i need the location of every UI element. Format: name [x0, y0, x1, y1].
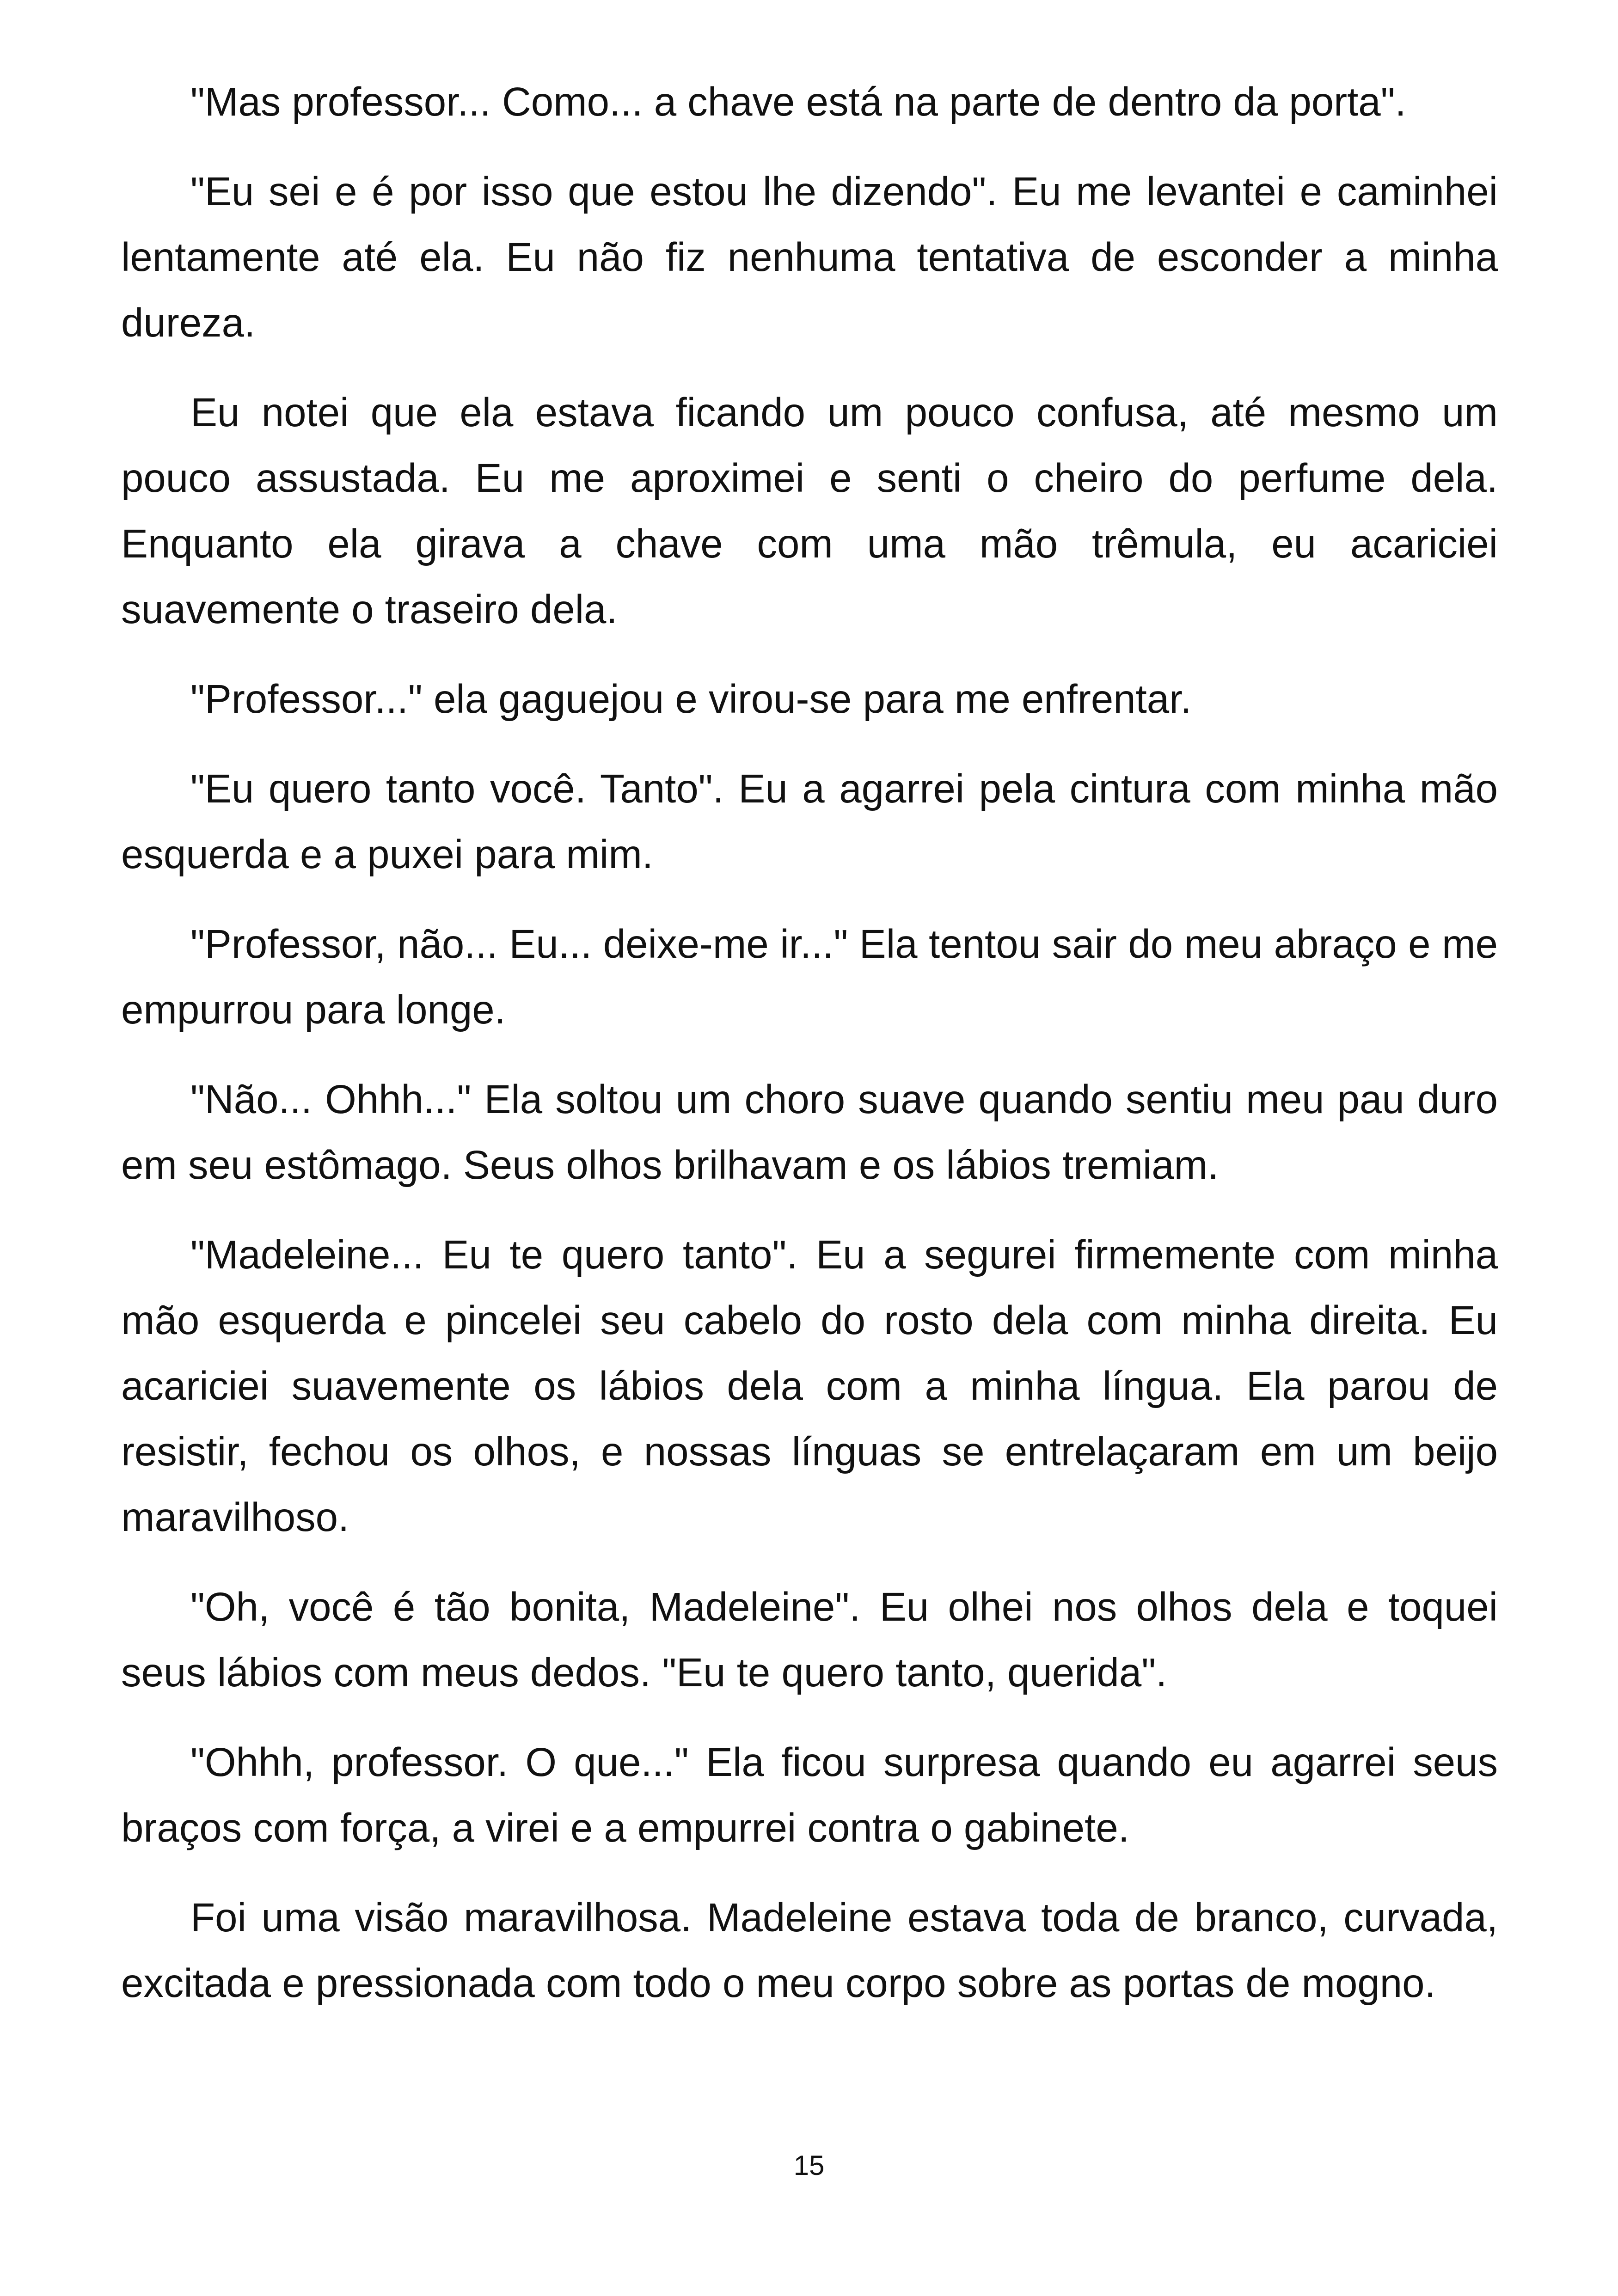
paragraph: "Ohhh, professor. O que..." Ela ficou surpresa quando eu agarrei seus braços com força, a virei e a empurrei contra o gabinete.	[121, 1740, 1498, 1850]
paragraph: "Professor..." ela gaguejou e virou-se para me enfrentar.	[190, 677, 1192, 722]
page-number: 15	[793, 2150, 825, 2181]
paragraph: "Professor, não... Eu... deixe-me ir..." Ela tentou sair do meu abraço e me empurrou para longe.	[121, 922, 1498, 1032]
paragraph: "Mas professor... Como... a chave está na parte de dentro da porta".	[190, 80, 1406, 124]
paragraph: "Madeleine... Eu te quero tanto". Eu a segurei firmemente com minha mão esquerda e pincelei seu cabelo do rosto dela com minha direita. Eu acariciei suavemente os lábios dela com a minha língua. Ela parou de resistir, fechou os olhos, e nossas línguas se entrelaçaram em um beijo maravilhoso.	[121, 1232, 1498, 1540]
paragraph: Foi uma visão maravilhosa. Madeleine estava toda de branco, curvada, excitada e pressionada com todo o meu corpo sobre as portas de mogno.	[121, 1895, 1498, 2006]
body-text	[121, 69, 1498, 2040]
paragraph: "Oh, você é tão bonita, Madeleine". Eu olhei nos olhos dela e toquei seus lábios com meus dedos. "Eu te quero tanto, querida".	[121, 1585, 1498, 1695]
paragraph: "Não... Ohhh..." Ela soltou um choro suave quando sentiu meu pau duro em seu estômago. Seus olhos brilhavam e os lábios tremiam.	[121, 1077, 1498, 1188]
paragraph: "Eu sei e é por isso que estou lhe dizendo". Eu me levantei e caminhei lentamente até ela. Eu não fiz nenhuma tentativa de esconder a minha dureza.	[121, 169, 1498, 345]
paragraph: "Eu quero tanto você. Tanto". Eu a agarrei pela cintura com minha mão esquerda e a puxei para mim.	[121, 766, 1498, 877]
paragraph: Eu notei que ela estava ficando um pouco confusa, até mesmo um pouco assustada. Eu me aproximei e senti o cheiro do perfume dela. Enquanto ela girava a chave com uma mão trêmula, eu acariciei suavemente o traseiro dela.	[121, 390, 1498, 632]
